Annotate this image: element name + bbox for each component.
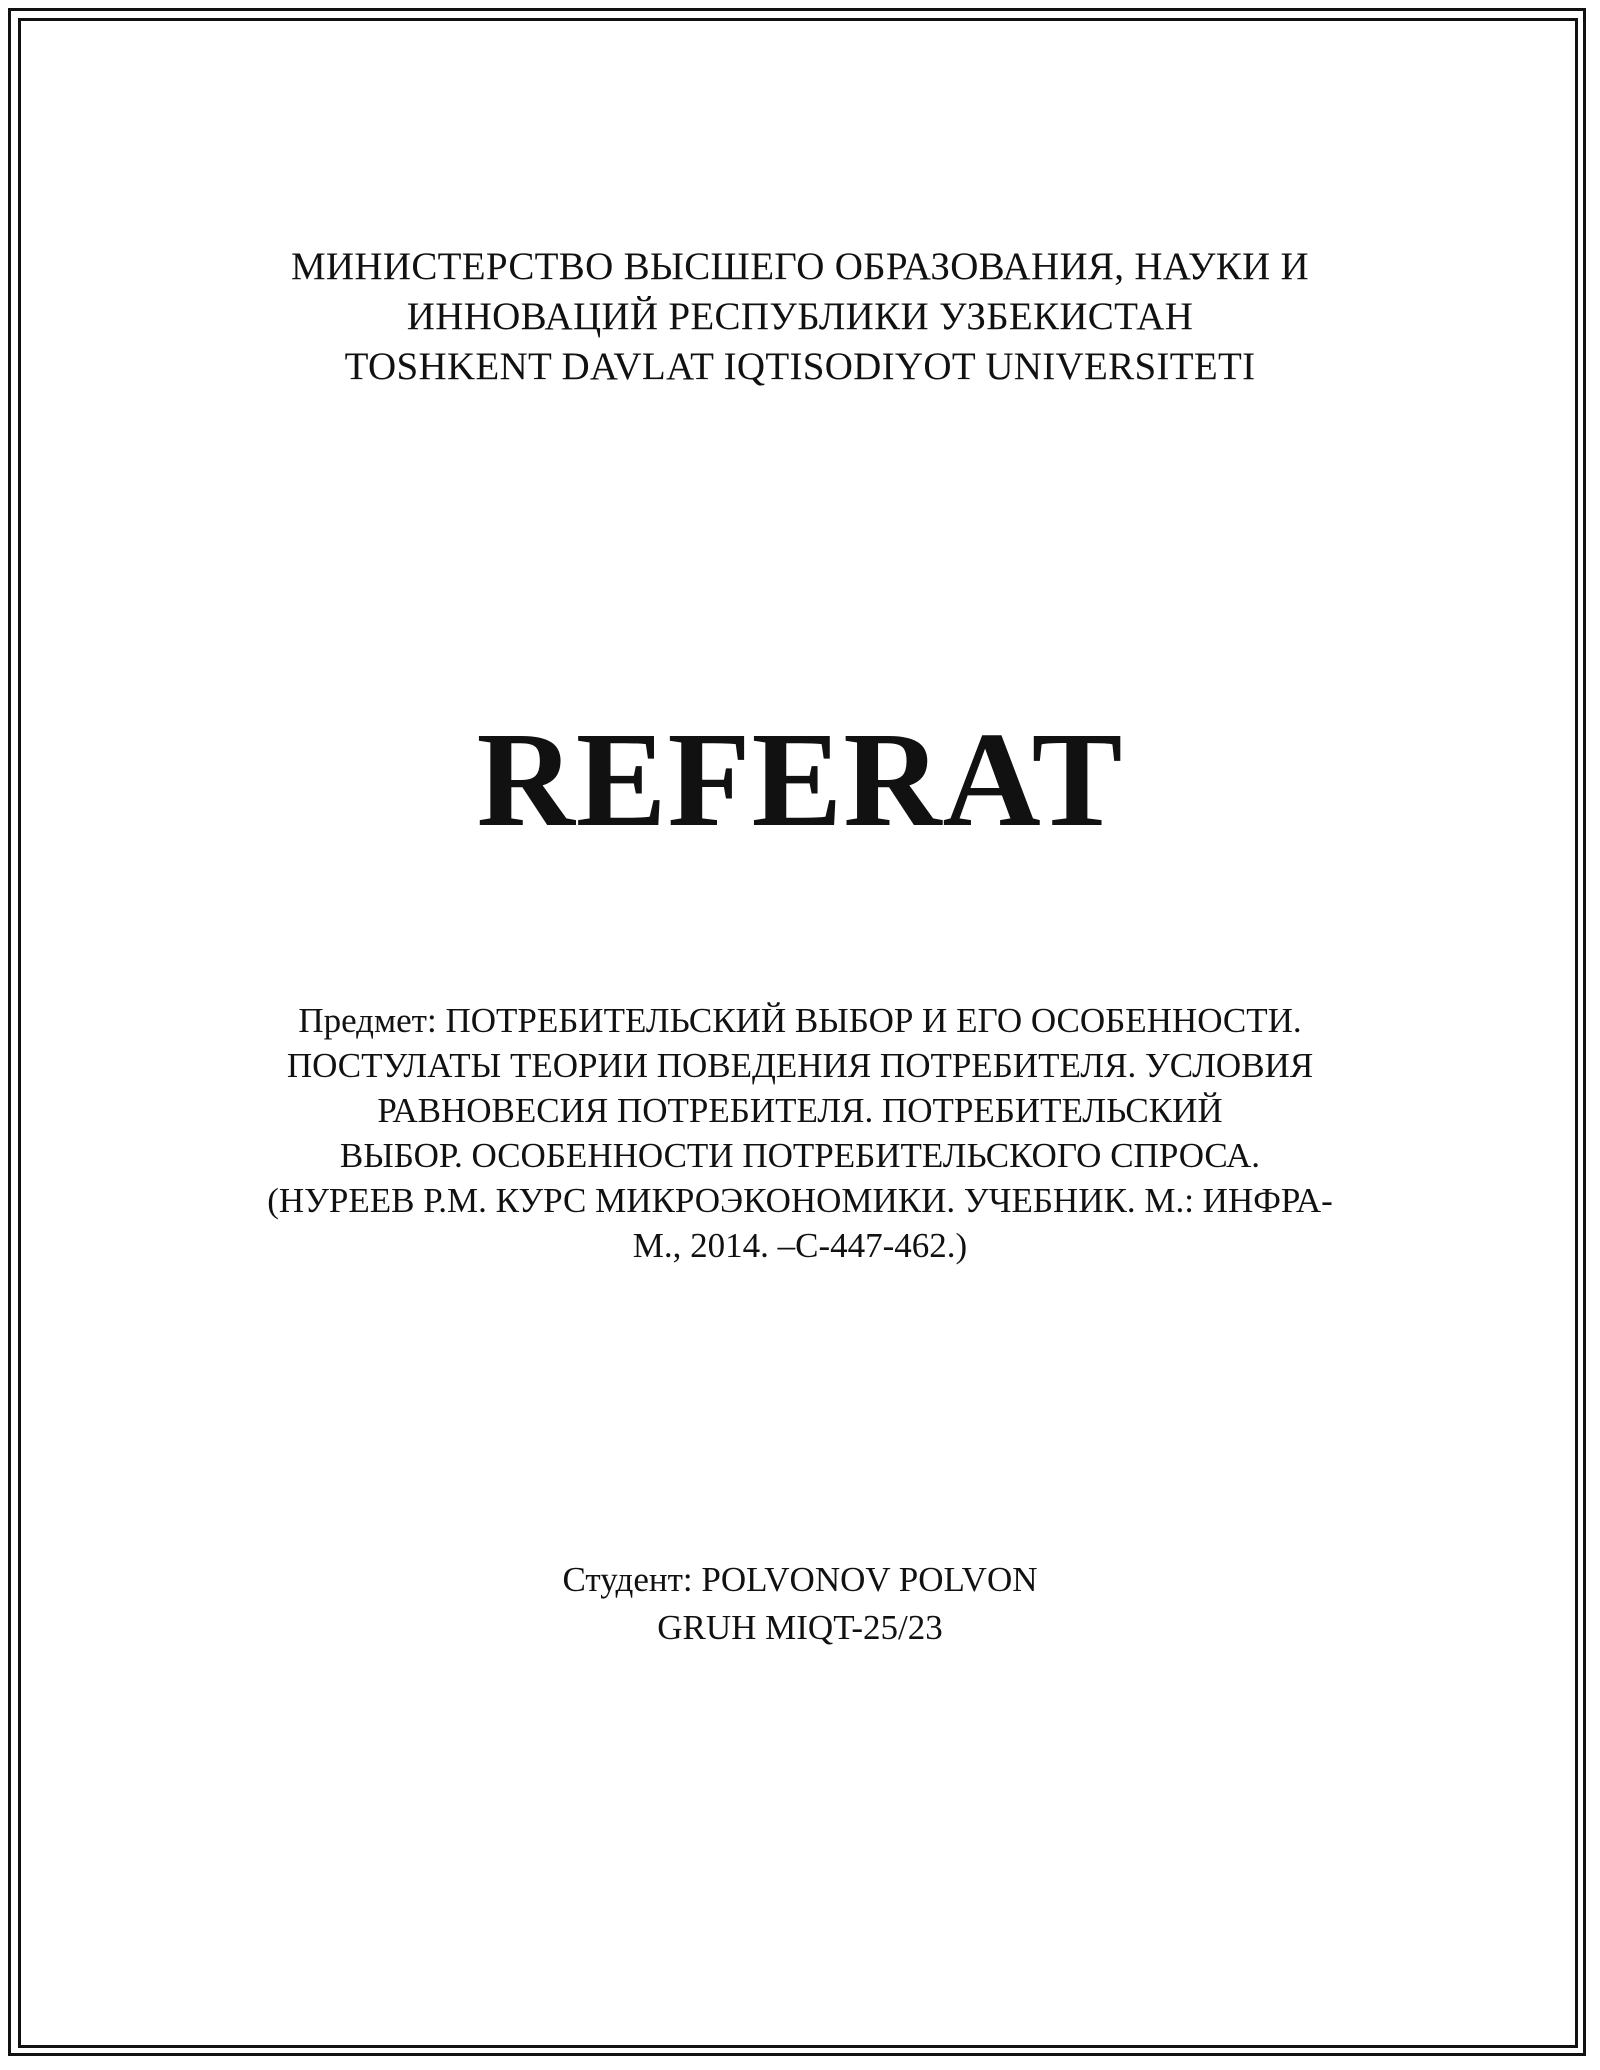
subject-block [0, 998, 1600, 1268]
subject-line: ПОСТУЛАТЫ ТЕОРИИ ПОВЕДЕНИЯ ПОТРЕБИТЕЛЯ. УСЛОВИЯ [286, 1046, 1314, 1085]
ministry-line-2: ИННОВАЦИЙ РЕСПУБЛИКИ УЗБЕКИСТАН [406, 295, 1194, 338]
ministry-line-1: МИНИСТЕРСТВО ВЫСШЕГО ОБРАЗОВАНИЯ, НАУКИ И [290, 245, 1310, 288]
student-name: Студент: POLVONOV POLVON [562, 1560, 1038, 1599]
institution-header [0, 242, 1600, 392]
subject-line: РАВНОВЕСИЯ ПОТРЕБИТЕЛЯ. ПОТРЕБИТЕЛЬСКИЙ [377, 1091, 1223, 1130]
subject-line: ВЫБОР. ОСОБЕННОСТИ ПОТРЕБИТЕЛЬСКОГО СПРОСА. [339, 1136, 1261, 1175]
subject-line: М., 2014. –С-447-462.) [632, 1226, 968, 1265]
student-group: GRUH MIQT-25/23 [657, 1608, 943, 1647]
document-title: REFERAT [476, 705, 1124, 855]
subject-line: Предмет: ПОТРЕБИТЕЛЬСКИЙ ВЫБОР И ЕГО ОСОБЕННОСТИ. [298, 1001, 1302, 1040]
student-info [0, 1556, 1600, 1652]
subject-line: (НУРЕЕВ Р.М. КУРС МИКРОЭКОНОМИКИ. УЧЕБНИК. М.: ИНФРА- [267, 1181, 1333, 1220]
university-name: TOSHKENT DAVLAT IQTISODIYOT UNIVERSITETI [344, 345, 1256, 388]
